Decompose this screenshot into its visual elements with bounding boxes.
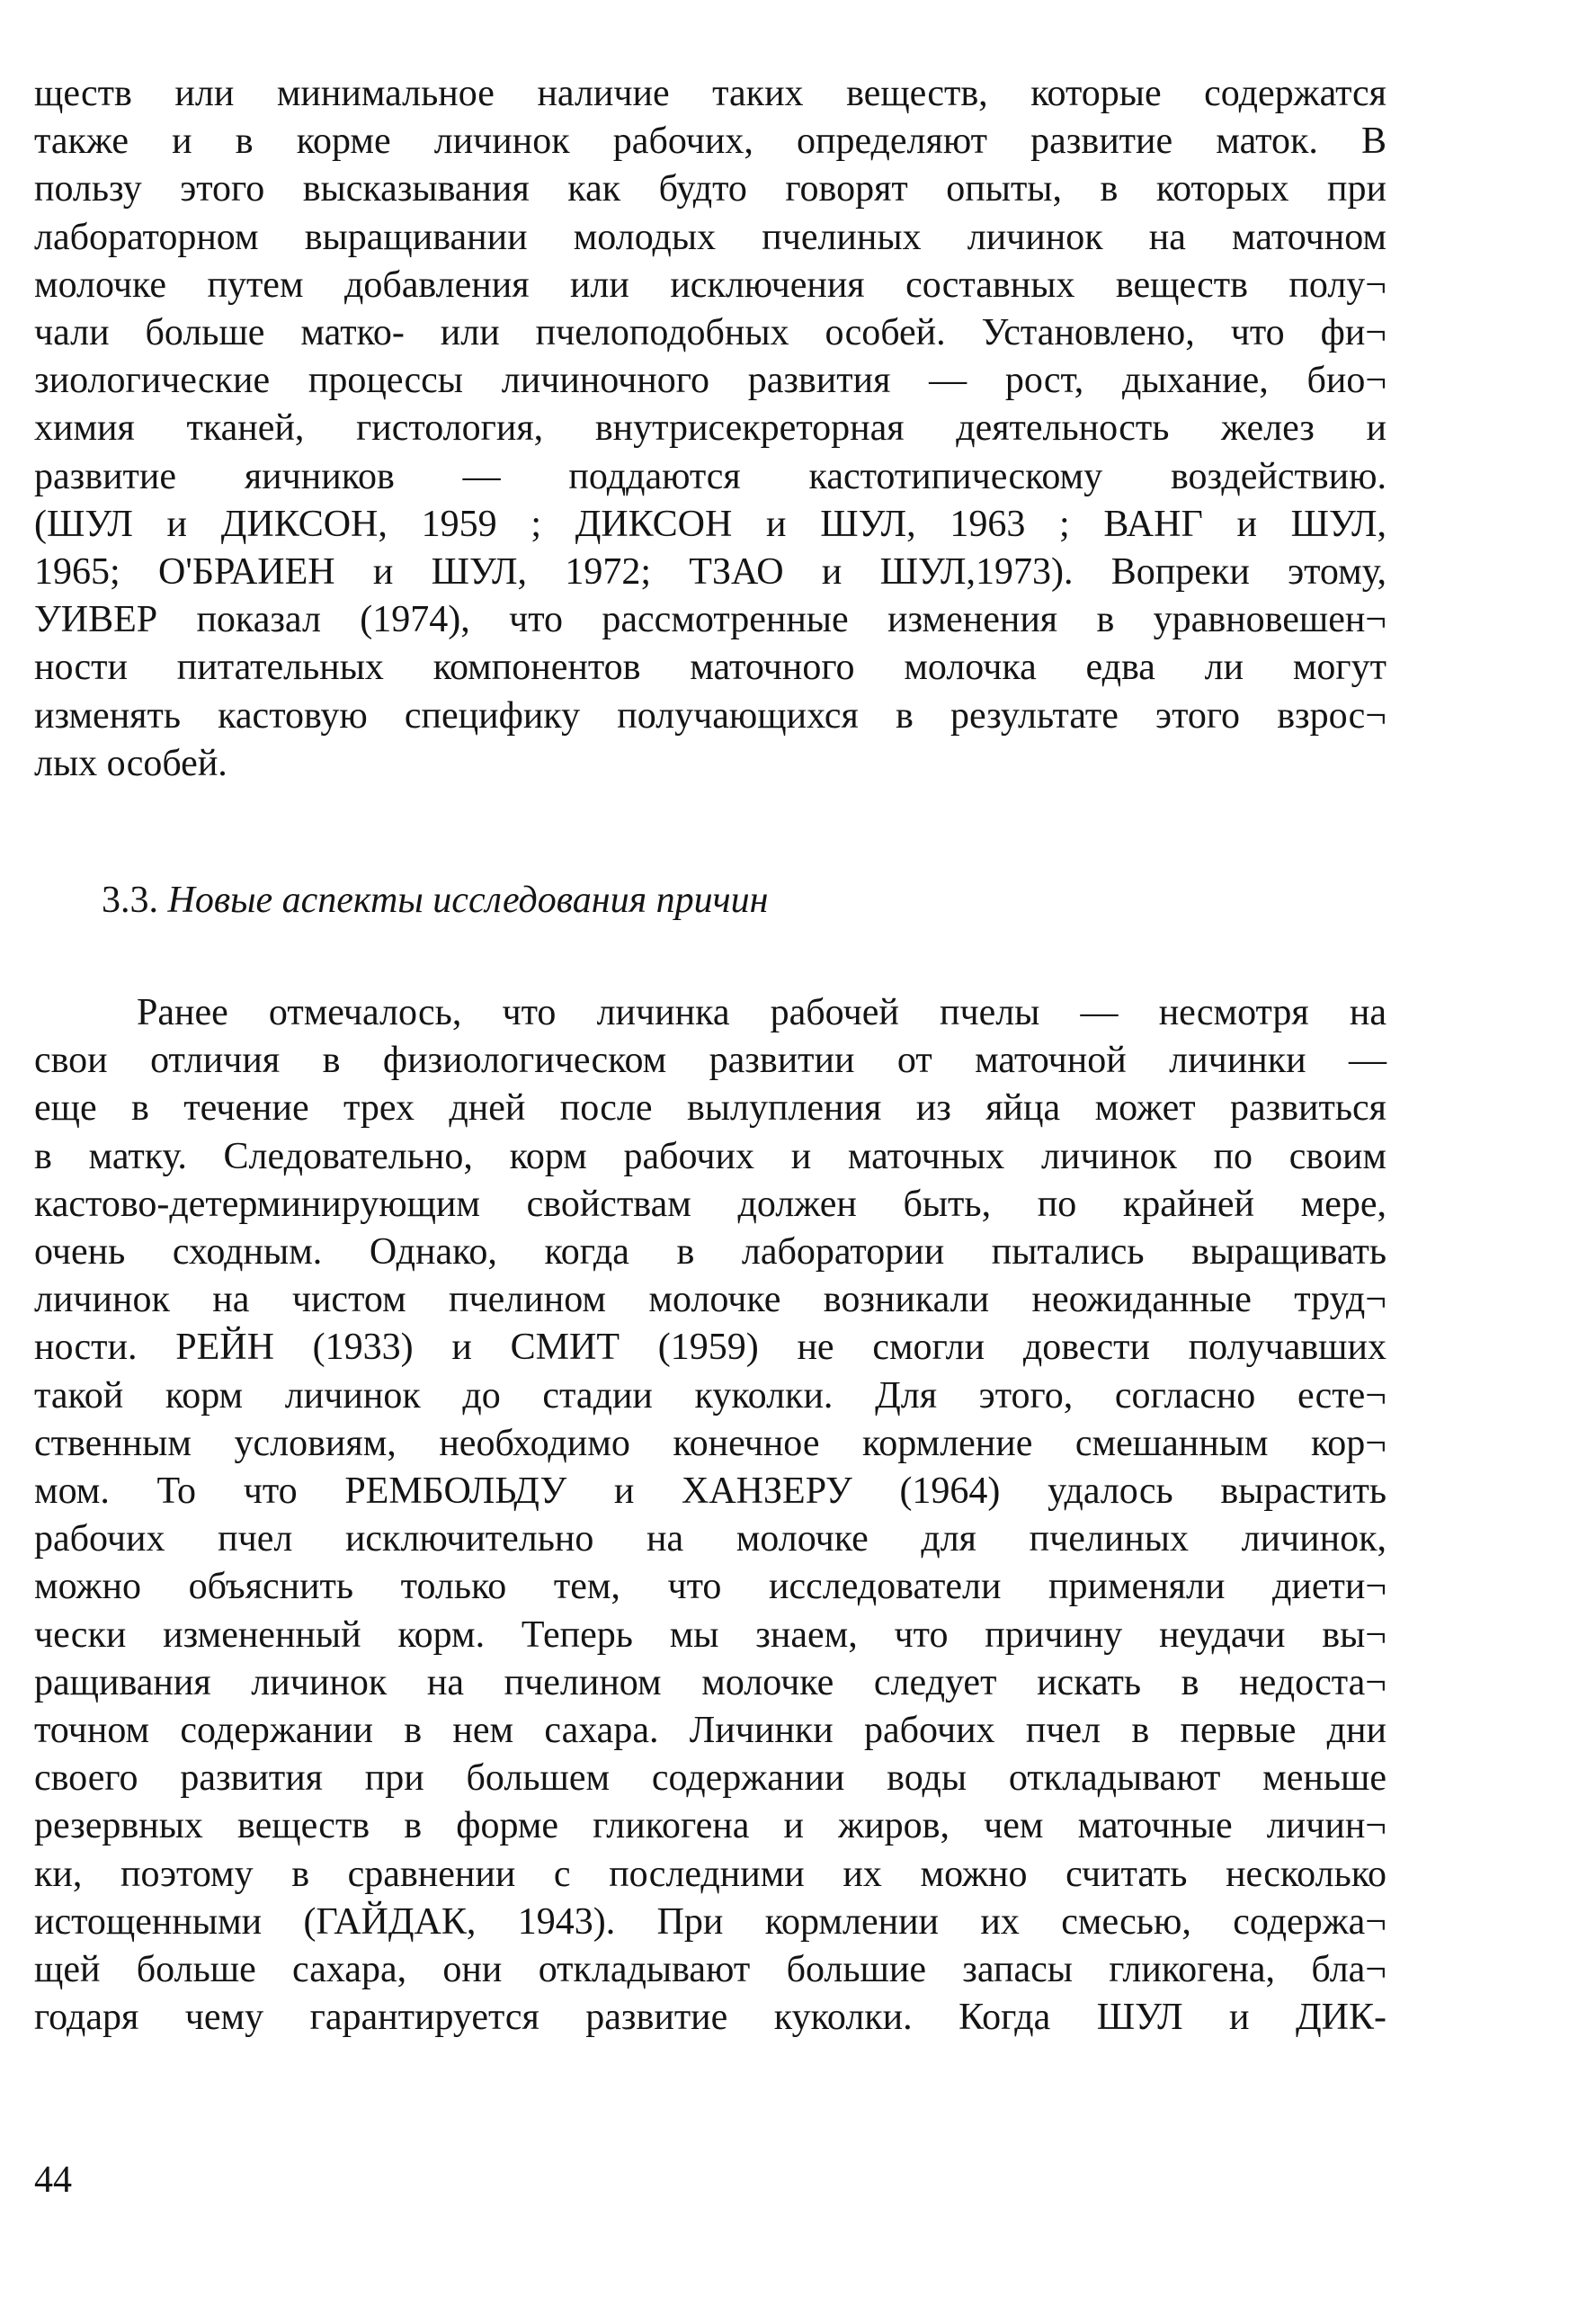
- text-line: Ранее отмечалось, что личинка рабочей пчелы — несмотря на: [137, 992, 1386, 1033]
- text-line: свои отличия в физиологическом развитии от маточной личинки —: [34, 1040, 1386, 1082]
- paragraph-continued: [34, 70, 1386, 788]
- text-line: ности. РЕЙН (1933) и СМИТ (1959) не смогли довести получавших: [34, 1327, 1386, 1369]
- text-line: изменять кастовую специфику получающихся в результате этого взрос¬: [34, 694, 1386, 737]
- text-line: молочке путем добавления или исключения составных веществ полу¬: [34, 264, 1386, 306]
- text-line: годаря чему гарантируется развитие куколки. Когда ШУЛ и ДИК-: [34, 1997, 1386, 2039]
- text-line: (ШУЛ и ДИКСОН, 1959 ; ДИКСОН и ШУЛ, 1963 ; ВАНГ и ШУЛ,: [34, 503, 1386, 545]
- text-line: чески измененный корм. Теперь мы знаем, что причину неудачи вы¬: [34, 1613, 1386, 1656]
- text-line: кастово-детерминирующим свойствам должен быть, по крайней мере,: [34, 1183, 1386, 1225]
- text-line: лабораторном выращивании молодых пчелиных личинок на маточном: [34, 216, 1386, 258]
- text-line: еще в течение трех дней после вылупления из яйца может развиться: [34, 1087, 1386, 1130]
- text-line: такой корм личинок до стадии куколки. Для этого, согласно есте¬: [34, 1374, 1386, 1417]
- text-line: зиологические процессы личиночного развития — рост, дыхание, био¬: [34, 360, 1386, 402]
- text-line: резервных веществ в форме гликогена и жиров, чем маточные личин¬: [34, 1805, 1386, 1847]
- body-paragraph-1: [34, 70, 1386, 788]
- text-line: химия тканей, гистология, внутрисекреторная деятельность желез и: [34, 407, 1386, 450]
- body-paragraph-2: [34, 989, 1386, 2042]
- text-line: 1965; О'БРАИЕН и ШУЛ, 1972; ТЗАО и ШУЛ,1973). Вопреки этому,: [34, 551, 1386, 594]
- text-line: рабочих пчел исключительно на молочке для пчелиных личинок,: [34, 1518, 1386, 1560]
- text-line: в матку. Следовательно, корм рабочих и маточных личинок по своим: [34, 1135, 1386, 1177]
- section-number: 3.3.: [102, 880, 158, 921]
- text-line: мом. То что РЕМБОЛЬДУ и ХАНЗЕРУ (1964) удалось вырастить: [34, 1470, 1386, 1513]
- text-line: пользу этого высказывания как будто говорят опыты, в которых при: [34, 168, 1386, 210]
- text-line: личинок на чистом пчелином молочке возникали неожиданные труд¬: [34, 1279, 1386, 1321]
- text-line: ственным условиям, необходимо конечное кормление смешанным кор¬: [34, 1422, 1386, 1464]
- section-heading: [102, 877, 768, 925]
- text-line: развитие яичников — поддаются кастотипическому воздействию.: [34, 455, 1386, 497]
- body-paragraph-2-text: [34, 989, 1386, 2042]
- text-line: ращивания личинок на пчелином молочке следует искать в недоста¬: [34, 1661, 1386, 1703]
- text-line: истощенными (ГАЙДАК, 1943). При кормлении их смесью, содержа¬: [34, 1900, 1386, 1943]
- text-line: своего развития при большем содержании воды откладывают меньше: [34, 1757, 1386, 1800]
- text-line: чали больше матко- или пчелоподобных особей. Установлено, что фи¬: [34, 312, 1386, 354]
- text-line: точном содержании в нем сахара. Личинки рабочих пчел в первые дни: [34, 1710, 1386, 1752]
- text-line: ки, поэтому в сравнении с последними их можно считать несколько: [34, 1853, 1386, 1895]
- text-line: щей больше сахара, они откладывают большие запасы гликогена, бла¬: [34, 1949, 1386, 1991]
- text-line: можно объяснить только тем, что исследователи применяли диети¬: [34, 1566, 1386, 1608]
- text-line: ществ или минимальное наличие таких веществ, которые содержатся: [34, 73, 1386, 114]
- section-title: Новые аспекты исследования причин: [167, 880, 769, 921]
- text-line: ности питательных компонентов маточного молочка едва ли могут: [34, 647, 1386, 689]
- text-line: очень сходным. Однако, когда в лаборатории пытались выращивать: [34, 1231, 1386, 1274]
- text-line: лых особей.: [34, 742, 227, 784]
- page-number: 44: [34, 2159, 72, 2201]
- text-line: также и в корме личинок рабочих, определяют развитие маток. В: [34, 121, 1386, 163]
- text-line: УИВЕР показал (1974), что рассмотренные изменения в уравновешен¬: [34, 599, 1386, 641]
